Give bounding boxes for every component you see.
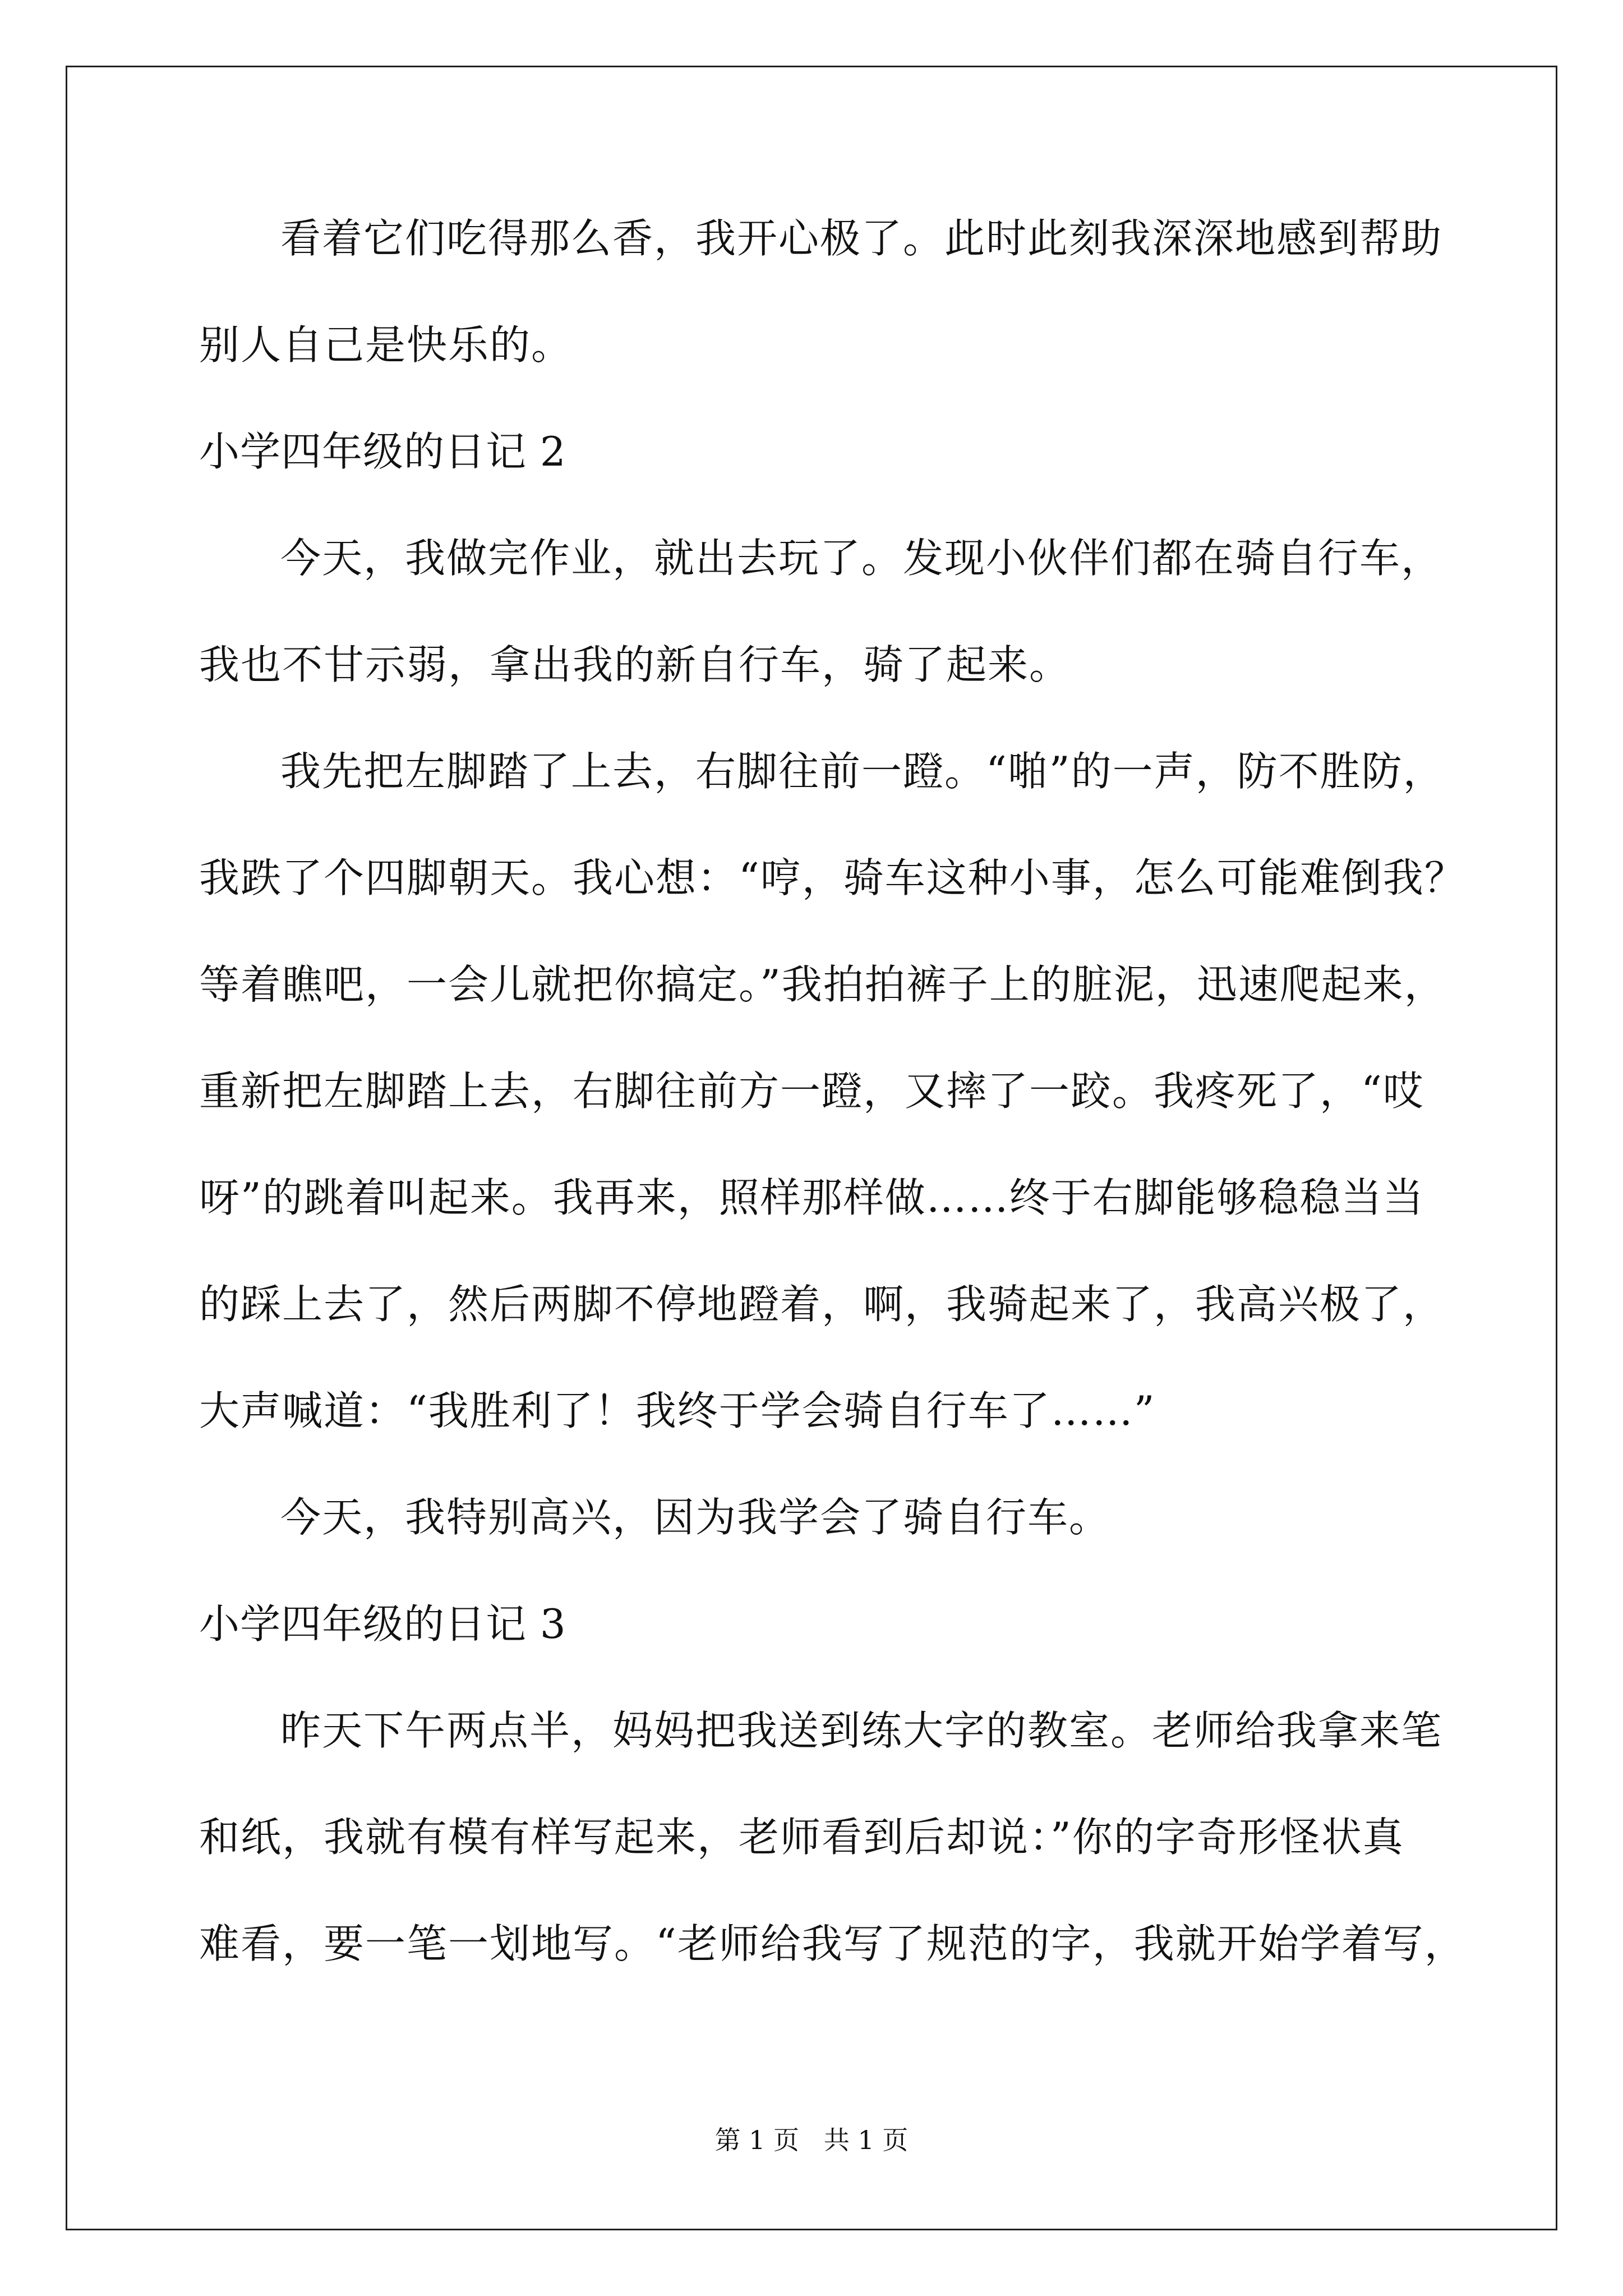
- paragraph-line: 今天，我特别高兴，因为我学会了骑自行车。: [280, 1494, 1111, 1541]
- paragraph-line: 大声喊道：“我胜利了！我终于学会骑自行车了……”: [199, 1387, 1156, 1434]
- paragraph-line: 看着它们吃得那么香，我开心极了。此时此刻我深深地感到帮助: [280, 215, 1443, 262]
- document-body: [199, 213, 1466, 2025]
- paragraph-line: 别人自己是快乐的。: [199, 321, 573, 369]
- paragraph-line: 等着瞧吧，一会儿就把你搞定。”我拍拍裤子上的脏泥，迅速爬起来，: [199, 961, 1446, 1008]
- paragraph-line: 我先把左脚踏了上去，右脚往前一蹬。“啪”的一声，防不胜防，: [280, 748, 1445, 795]
- paragraph-line: 我跌了个四脚朝天。我心想：“哼，骑车这种小事，怎么可能难倒我？: [199, 854, 1466, 901]
- paragraph-line: 重新把左脚踏上去，右脚往前方一蹬，又摔了一跤。我疼死了，“哎: [199, 1068, 1424, 1115]
- diary-heading: 小学四年级的日记 3: [199, 1600, 566, 1648]
- paragraph-line: 难看，要一笔一划地写。“老师给我写了规范的字，我就开始学着写，: [199, 1920, 1466, 1967]
- paragraph-line: 的踩上去了，然后两脚不停地蹬着，啊，我骑起来了，我高兴极了，: [199, 1281, 1445, 1328]
- diary-heading: 小学四年级的日记 2: [199, 428, 566, 475]
- page-number-footer: 第 1 页 共 1 页: [714, 2125, 909, 2155]
- paragraph-line: 我也不甘示弱，拿出我的新自行车，骑了起来。: [199, 641, 1071, 688]
- paragraph-line: 呀”的跳着叫起来。我再来，照样那样做……终于右脚能够稳稳当当: [199, 1174, 1424, 1221]
- paragraph-line: 昨天下午两点半，妈妈把我送到练大字的教室。老师给我拿来笔: [280, 1707, 1443, 1754]
- paragraph-line: 今天，我做完作业，就出去玩了。发现小伙伴们都在骑自行车，: [280, 535, 1443, 582]
- paragraph-line: 和纸，我就有模有样写起来，老师看到后却说：”你的字奇形怪状真: [199, 1814, 1404, 1861]
